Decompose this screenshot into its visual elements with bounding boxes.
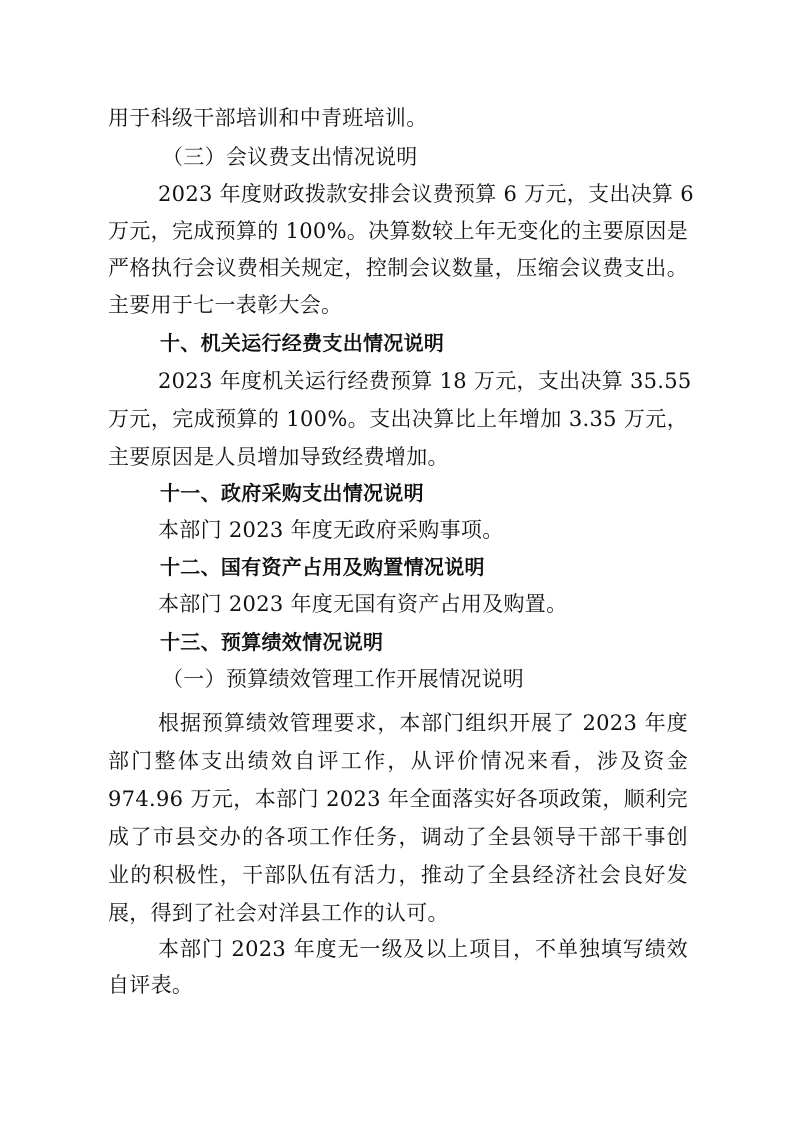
body-text-line: 本部门 2023 年度无国有资产占用及购置。 [158, 592, 568, 616]
body-text-line: 自评表。 [108, 973, 194, 997]
body-text-line: 2023 年度财政拨款安排会议费预算 6 万元，支出决算 6 [158, 182, 694, 206]
body-text-line: 根据预算绩效管理要求，本部门组织开展了 2023 年度 [158, 711, 688, 735]
subsection-heading: （三）会议费支出情况说明 [162, 145, 418, 169]
body-text-line: 万元，完成预算的 100%。支出决算比上年增加 3.35 万元， [108, 407, 688, 431]
section-heading: 十一、政府采购支出情况说明 [160, 481, 424, 505]
body-text-line: 主要原因是人员增加导致经费增加。 [108, 445, 449, 469]
section-heading: 十二、国有资产占用及购置情况说明 [160, 555, 485, 579]
body-text-line: 展，得到了社会对洋县工作的认可。 [108, 901, 449, 925]
body-text-line: 万元，完成预算的 100%。决算数较上年无变化的主要原因是 [108, 219, 688, 243]
body-text-line: 业的积极性，干部队伍有活力，推动了全县经济社会良好发 [108, 863, 688, 887]
body-text-line: 成了市县交办的各项工作任务，调动了全县领导干部干事创 [108, 825, 688, 849]
section-heading: 十、机关运行经费支出情况说明 [160, 331, 445, 355]
body-text-line: 2023 年度机关运行经费预算 18 万元，支出决算 35.55 [158, 369, 692, 393]
body-text-line: 本部门 2023 年度无政府采购事项。 [158, 518, 504, 542]
body-text-line: 974.96 万元，本部门 2023 年全面落实好各项政策，顺利完 [108, 787, 688, 811]
section-heading: 十三、预算绩效情况说明 [160, 630, 384, 654]
body-text-line: 部门整体支出绩效自评工作，从评价情况来看，涉及资金 [108, 749, 688, 773]
body-text-line: 本部门 2023 年度无一级及以上项目，不单独填写绩效 [158, 937, 688, 961]
body-text-line: 主要用于七一表彰大会。 [108, 293, 343, 317]
subsection-heading: （一）预算绩效管理工作开展情况说明 [162, 667, 525, 691]
body-text-line: 用于科级干部培训和中青班培训。 [108, 106, 428, 130]
body-text-line: 严格执行会议费相关规定，控制会议数量，压缩会议费支出。 [108, 256, 688, 280]
